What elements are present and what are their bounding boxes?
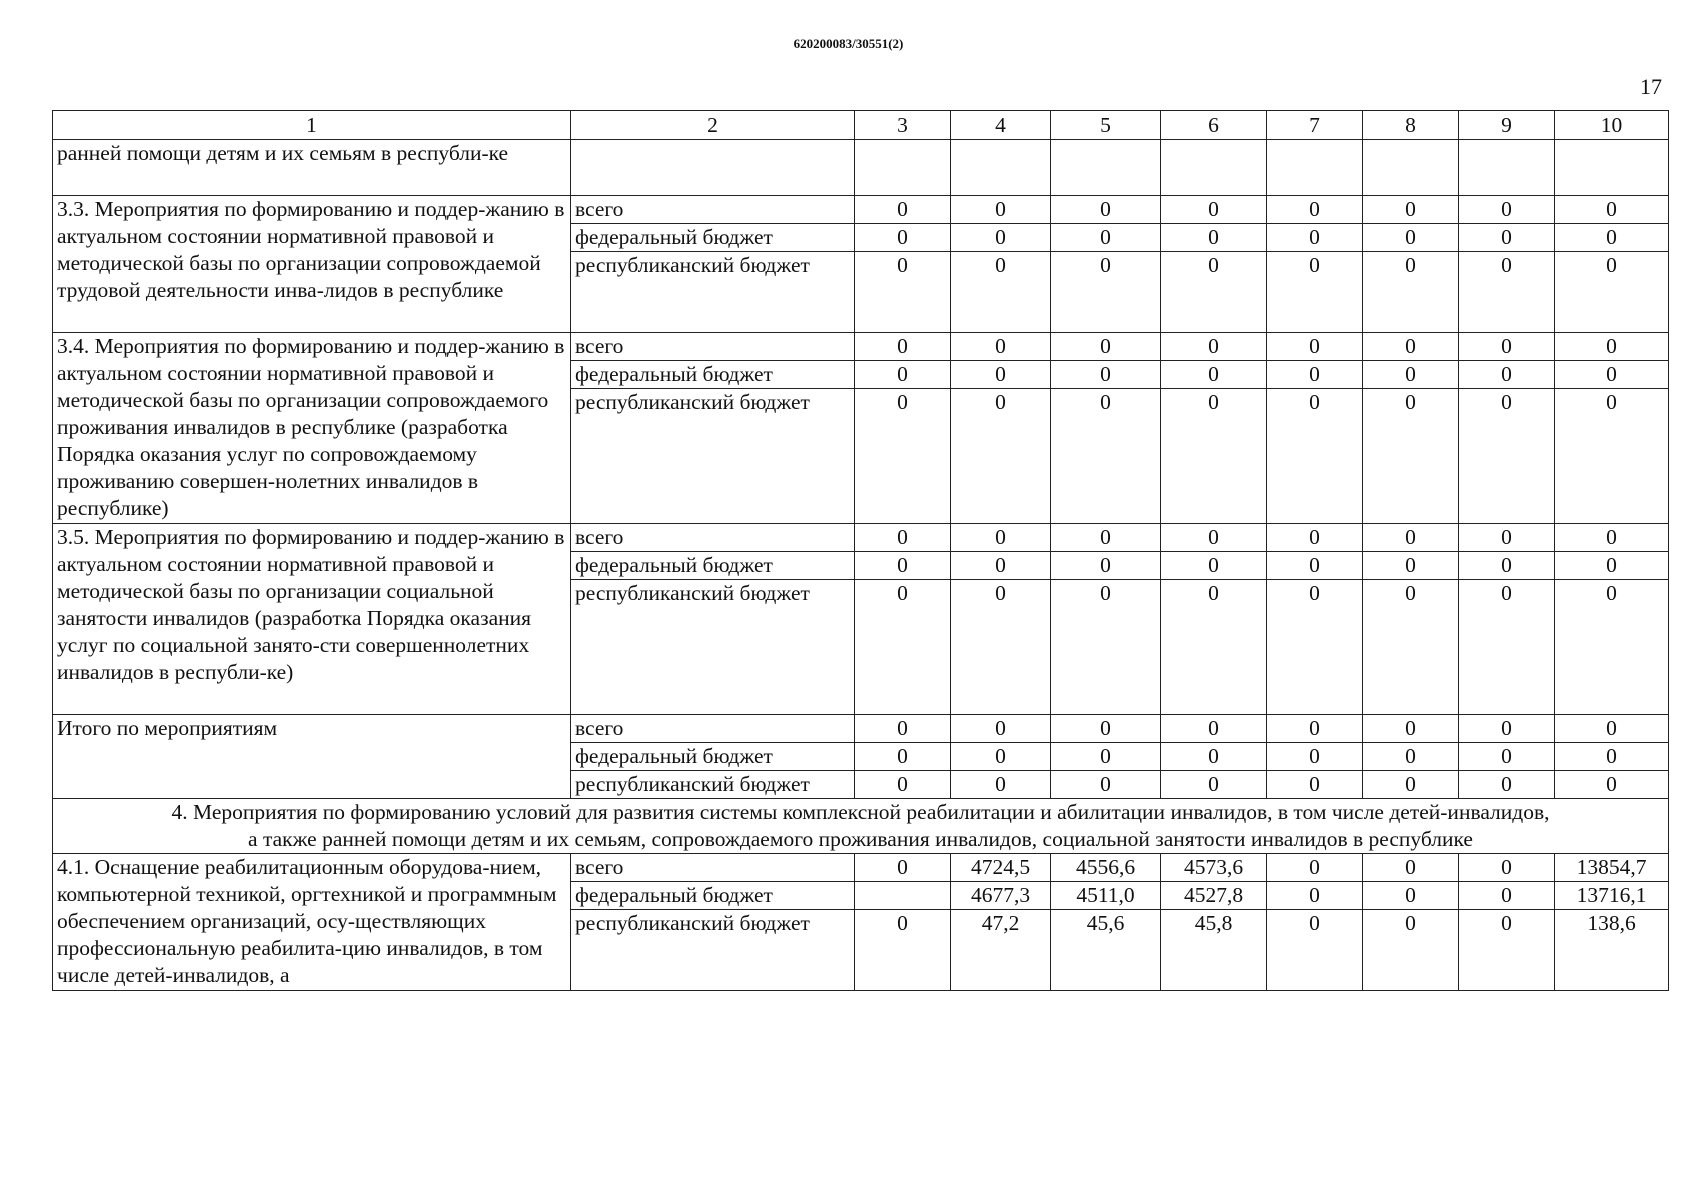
table-row: 3.5. Мероприятия по формированию и поддер-жанию в актуальном состоянии нормативной правовой и методической базы по организации социальной занятости инвалидов (разработка Порядка оказания услуг по социальной занято-сти совершеннолетних инвалидов в республи-ке) всего 0 0 0 0 0 0 0 0 [53,524,1669,552]
measure-description: 4.1. Оснащение реабилитационным оборудова-нием, компьютерной техникой, оргтехникой и программным обеспечением организаций, осу-ществляющих профессиональную реабилита-цию инвалидов, в том числе детей-инвалидов, а [53,854,571,991]
table-row: 3.3. Мероприятия по формированию и поддер-жанию в актуальном состоянии нормативной правовой и методической базы по организации сопровождаемой трудовой деятельности инва-лидов в республике всего 0 0 0 0 0 0 0 0 [53,196,1669,224]
table-row: федеральный бюджет 4677,3 4511,0 4527,8 0 0 0 13716,1 [53,882,1669,910]
source-label: федеральный бюджет [571,552,855,580]
table-row: федеральный бюджет 0 0 0 0 0 0 0 0 [53,224,1669,252]
section-heading-row [53,799,1669,854]
col-header: 9 [1459,111,1555,140]
source-label: республиканский бюджет [571,580,855,715]
column-number-row [53,111,1669,140]
measure-description: 3.5. Мероприятия по формированию и поддер-жанию в актуальном состоянии нормативной правовой и методической базы по организации социальной занятости инвалидов (разработка Порядка оказания услуг по социальной занято-сти совершеннолетних инвалидов в республи-ке) [53,524,571,715]
total-label: Итого по мероприятиям [53,715,571,799]
continuation-row [53,140,1669,196]
source-label: федеральный бюджет [571,743,855,771]
col-header: 2 [571,111,855,140]
source-label: всего [571,715,855,743]
table-row: федеральный бюджет 0 0 0 0 0 0 0 0 [53,361,1669,389]
table-row: федеральный бюджет 0 0 0 0 0 0 0 0 [53,552,1669,580]
col-header: 10 [1555,111,1669,140]
col-header: 5 [1051,111,1161,140]
table-row: республиканский бюджет 0 0 0 0 0 0 0 0 [53,771,1669,799]
source-label: республиканский бюджет [571,252,855,333]
col-header: 6 [1161,111,1267,140]
section-4-title-line2: а также ранней помощи детям и их семьям, сопровождаемого проживания инвалидов, социальной занятости инвалидов в республике [248,827,1473,851]
source-label: федеральный бюджет [571,224,855,252]
table-row: республиканский бюджет 0 0 0 0 0 0 0 0 [53,580,1669,715]
continuation-text: ранней помощи детям и их семьям в республи-ке [53,140,571,196]
source-label: всего [571,333,855,361]
document-id: 620200083/30551(2) [793,36,904,51]
measure-description: 3.3. Мероприятия по формированию и поддер-жанию в актуальном состоянии нормативной правовой и методической базы по организации сопровождаемой трудовой деятельности инва-лидов в республике [53,196,571,333]
col-header: 7 [1267,111,1363,140]
source-label: республиканский бюджет [571,910,855,991]
source-label: всего [571,524,855,552]
budget-table [52,110,1669,991]
source-label: республиканский бюджет [571,771,855,799]
section-4-title-line1: 4. Мероприятия по формированию условий для развития системы комплексной реабилитации и абилитации инвалидов, в том числе детей-инвалидов, [171,800,1550,824]
source-label: всего [571,196,855,224]
table-row: республиканский бюджет 0 0 0 0 0 0 0 0 [53,252,1669,333]
col-header: 3 [855,111,951,140]
source-label: федеральный бюджет [571,882,855,910]
col-header: 8 [1363,111,1459,140]
measure-description: 3.4. Мероприятия по формированию и поддер-жанию в актуальном состоянии нормативной правовой и методической базы по организации сопровождаемого проживания инвалидов в республике (разработка Порядка оказания услуг по сопровождаемому проживанию совершен-нолетних инвалидов в республике) [53,333,571,524]
table-row: 3.4. Мероприятия по формированию и поддер-жанию в актуальном состоянии нормативной правовой и методической базы по организации сопровождаемого проживания инвалидов в республике (разработка Порядка оказания услуг по сопровождаемому проживанию совершен-нолетних инвалидов в республике) всего 0 0 0 0 0 0 0 0 [53,333,1669,361]
table-row: 4.1. Оснащение реабилитационным оборудова-нием, компьютерной техникой, оргтехникой и программным обеспечением организаций, осу-ществляющих профессиональную реабилита-цию инвалидов, в том числе детей-инвалидов, а всего 0 4724,5 4556,6 4573,6 0 0 0 13854,7 [53,854,1669,882]
table-row: Итого по мероприятиям всего 0 0 0 0 0 0 0 0 [53,715,1669,743]
source-label: федеральный бюджет [571,361,855,389]
page-number: 17 [1640,74,1662,99]
table-row: федеральный бюджет 0 0 0 0 0 0 0 0 [53,743,1669,771]
section-4-title [53,799,1669,854]
col-header: 4 [951,111,1051,140]
source-label: республиканский бюджет [571,389,855,524]
source-label: всего [571,854,855,882]
table-row: республиканский бюджет 0 47,2 45,6 45,8 0 0 0 138,6 [53,910,1669,991]
table-row: республиканский бюджет 0 0 0 0 0 0 0 0 [53,389,1669,524]
col-header: 1 [53,111,571,140]
